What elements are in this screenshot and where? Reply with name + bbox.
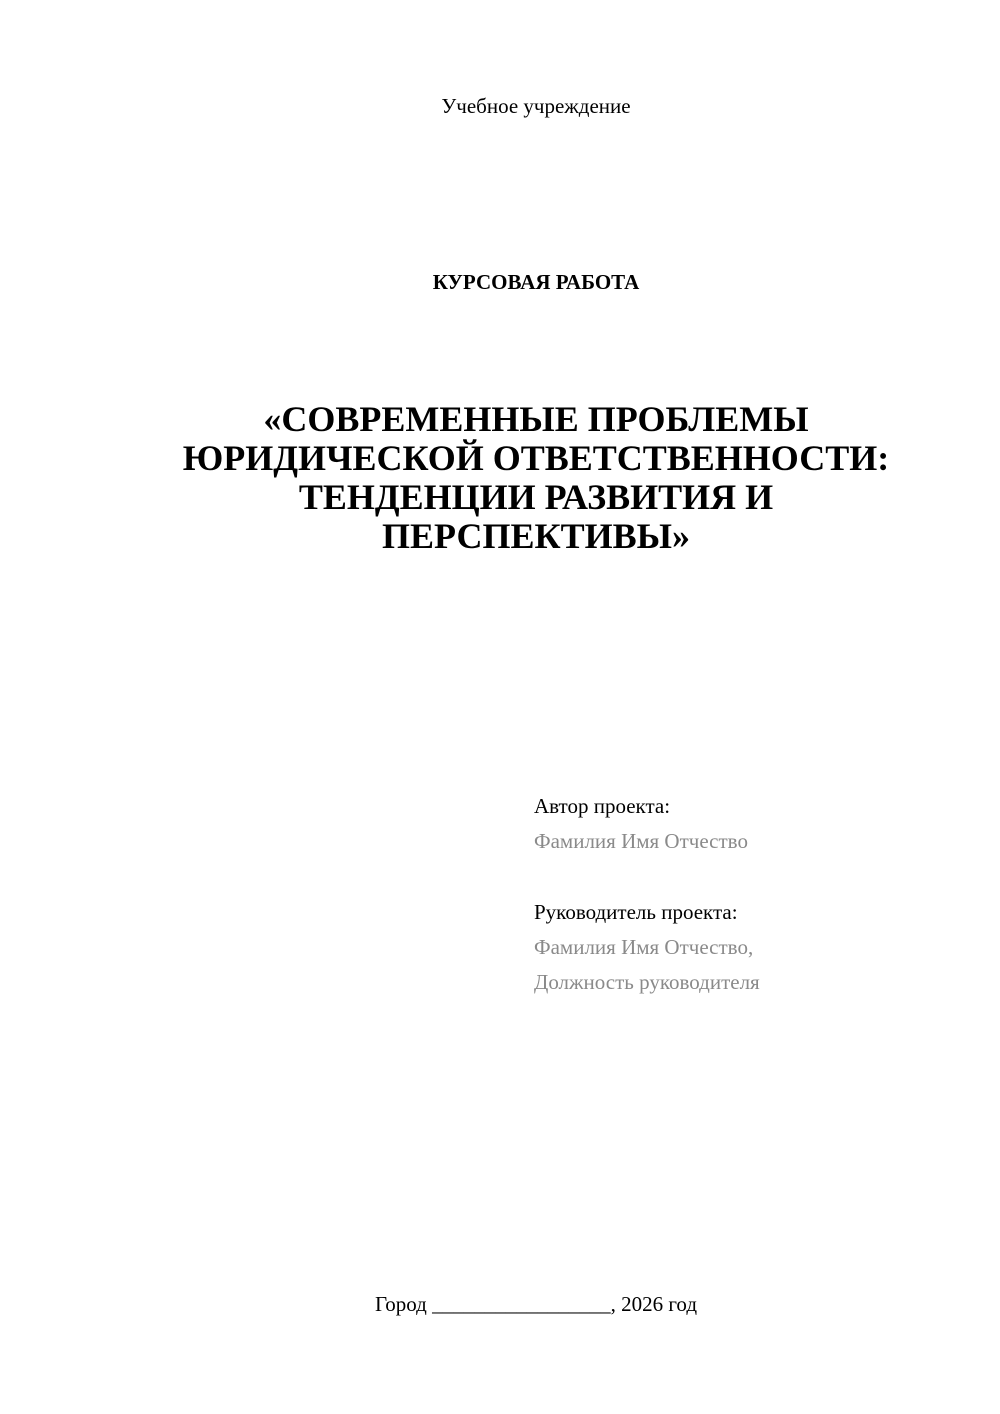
- supervisor-position: Должность руководителя: [534, 970, 760, 994]
- work-title: [100, 400, 972, 556]
- spacer: [534, 859, 974, 895]
- year-text: , 2026 год: [610, 1292, 698, 1316]
- title-line: ЮРИДИЧЕСКОЙ ОТВЕТСТВЕННОСТИ:: [182, 438, 890, 478]
- document-type: КУРСОВАЯ РАБОТА: [432, 270, 640, 294]
- author-label: Автор проекта:: [534, 794, 671, 818]
- supervisor-label: Руководитель проекта:: [534, 900, 738, 924]
- title-line: «СОВРЕМЕННЫЕ ПРОБЛЕМЫ: [263, 399, 809, 439]
- city-year-line: [0, 1290, 1000, 1318]
- title-line: ПЕРСПЕКТИВЫ»: [382, 516, 690, 556]
- title-line: ТЕНДЕНЦИИ РАЗВИТИЯ И: [298, 477, 774, 517]
- city-blank: _________________: [432, 1292, 611, 1316]
- authors-block: [534, 789, 974, 1000]
- institution-name: Учебное учреждение: [441, 94, 631, 118]
- supervisor-name: Фамилия Имя Отчество,: [534, 935, 754, 959]
- author-name: Фамилия Имя Отчество: [534, 829, 748, 853]
- city-label: Город: [374, 1292, 427, 1316]
